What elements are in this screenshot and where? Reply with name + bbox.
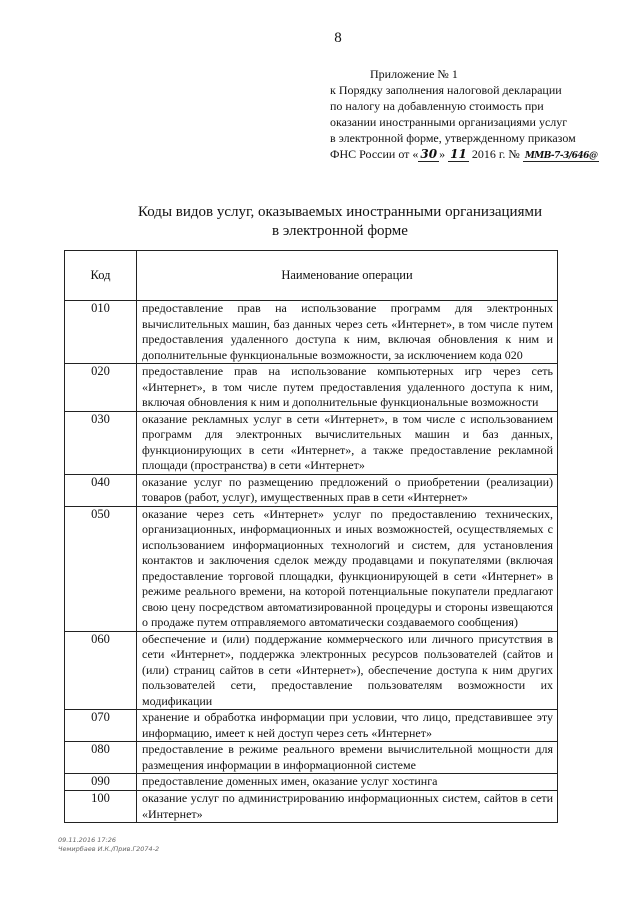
code-cell: 070: [65, 710, 137, 742]
title-line-2: в электронной форме: [272, 223, 408, 239]
table-row: [65, 364, 558, 412]
handwritten-month: 11: [450, 147, 467, 161]
header-code: Код: [65, 251, 137, 301]
appendix-line: в электронной форме, утвержденному приказом: [330, 131, 576, 145]
stamp-author: Чемирбаев И.К./Прив.Г2074-2: [58, 845, 160, 853]
code-cell: 080: [65, 742, 137, 774]
table-row: [65, 506, 558, 631]
operation-cell: оказание услуг по администрированию информационных систем, сайтов в сети «Интернет»: [137, 791, 558, 823]
registration-stamp: [58, 836, 159, 854]
document-title: [80, 203, 600, 241]
service-codes-table: [64, 250, 558, 823]
table-row: [65, 791, 558, 823]
table-row: [65, 474, 558, 506]
operation-cell: оказание услуг по размещению предложений о приобретении (реализации) товаров (работ, услуг), имущественных прав в сети «Интернет»: [137, 474, 558, 506]
order-date-line: [330, 146, 620, 164]
table-row: [65, 411, 558, 474]
operation-cell: предоставление прав на использование компьютерных игр через сеть «Интернет», в том числе путем предоставления удаленного доступа к ним, включая обновления к ним и дополнительные функциональные возможности: [137, 364, 558, 412]
operation-cell: оказание рекламных услуг в сети «Интернет», в том числе с использованием программ для электронных вычислительных машин и баз данных, функционирующих в сети «Интернет», а также предоставление рекламной площади (пространства) в сети «Интернет»: [137, 411, 558, 474]
title-line-1: Коды видов услуг, оказываемых иностранными организациями: [137, 204, 542, 220]
code-cell: 040: [65, 474, 137, 506]
code-cell: 100: [65, 791, 137, 823]
table-row: [65, 774, 558, 791]
appendix-header: [330, 66, 620, 164]
appendix-line: по налогу на добавленную стоимость при: [330, 99, 544, 113]
code-cell: 060: [65, 631, 137, 710]
table-header-row: [65, 251, 558, 301]
operation-cell: обеспечение и (или) поддержание коммерческого или личного присутствия в сети «Интернет», поддержка электронных ресурсов пользователей (сайтов и (или) страниц сайтов в сети «Интернет»), обеспечение доступа к ним других пользователей сети, предоставление пользователям возможности их модификации: [137, 631, 558, 710]
appendix-line: к Порядку заполнения налоговой декларации: [330, 83, 562, 97]
table-row: [65, 710, 558, 742]
operation-cell: предоставление прав на использование программ для электронных вычислительных машин, баз данных через сеть «Интернет», в том числе путем предоставления удаленного доступа к ним, включая обновления к ним и дополнительные функциональные возможности, за исключением кода 020: [137, 301, 558, 364]
operation-cell: предоставление в режиме реального времени вычислительной мощности для размещения информации в информационной системе: [137, 742, 558, 774]
table-row: [65, 631, 558, 710]
header-operation-name: Наименование операции: [137, 251, 558, 301]
appendix-title: Приложение № 1: [370, 67, 458, 81]
table-row: [65, 301, 558, 364]
handwritten-order-number: ММВ-7-3/646@: [524, 151, 598, 161]
operation-cell: хранение и обработка информации при условии, что лицо, представившее эту информацию, имеет к ней доступ через сеть «Интернет»: [137, 710, 558, 742]
order-prefix: ФНС России от «: [330, 147, 419, 161]
operation-cell: предоставление доменных имен, оказание услуг хостинга: [137, 774, 558, 791]
stamp-date: 09.11.2016 17:26: [58, 836, 117, 844]
page-number: 8: [334, 30, 342, 46]
code-cell: 010: [65, 301, 137, 364]
order-year: 2016 г. №: [471, 147, 520, 161]
code-cell: 020: [65, 364, 137, 412]
operation-cell: оказание через сеть «Интернет» услуг по предоставлению технических, организационных, информационных и иных возможностей, осуществляемых с использованием информационных технологий и систем, для установления контактов и заключения сделок между продавцами и покупателями (включая предоставление торговой площадки, функционирующей в сети «Интернет» в режиме реального времени, на которой потенциальные покупатели предлагают свою цену посредством автоматизированной процедуры и стороны извещаются о продаже путем отправляемого автоматически создаваемого сообщения): [137, 506, 558, 631]
handwritten-day: 30: [420, 147, 438, 161]
code-cell: 090: [65, 774, 137, 791]
code-cell: 050: [65, 506, 137, 631]
code-cell: 030: [65, 411, 137, 474]
quote-close: »: [439, 147, 446, 161]
appendix-line: оказании иностранными организациями услуг: [330, 115, 568, 129]
table-row: [65, 742, 558, 774]
